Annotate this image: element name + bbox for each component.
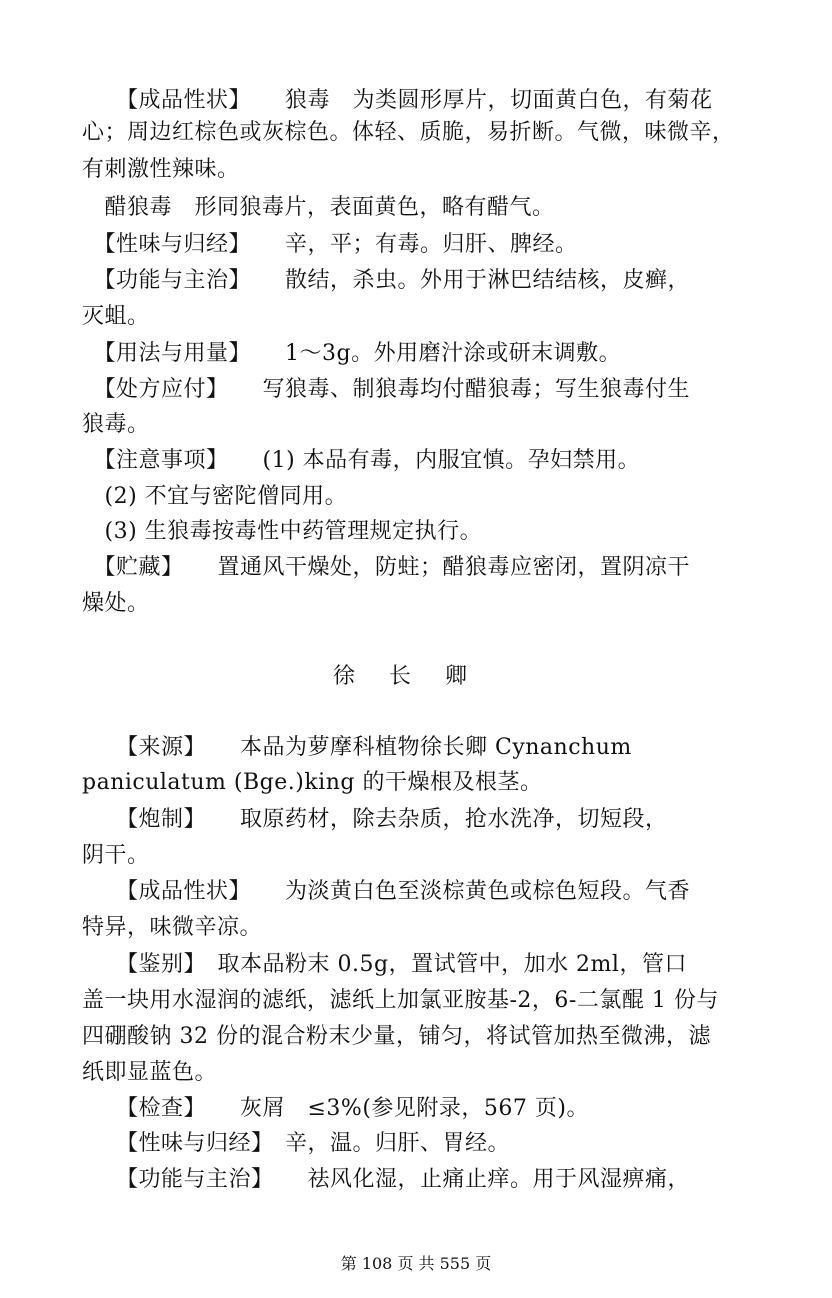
- text-line: 【成品性状】 为淡黄白色至淡棕黄色或棕色短段。气香: [82, 879, 691, 904]
- text-line: 【贮藏】 置通风干燥处，防蛀；醋狼毒应密闭，置阴凉干: [82, 555, 691, 580]
- text-line: 狼毒。: [82, 412, 150, 437]
- text-line: 【功能与主治】 祛风化湿，止痛止痒。用于风湿痹痛，: [82, 1167, 691, 1192]
- text-line: 【检查】 灰屑 ≤3%(参见附录，567 页)。: [82, 1096, 589, 1121]
- text-line: 盖一块用水湿润的滤纸，滤纸上加氯亚胺基-2，6-二氯醌 1 份与: [82, 988, 719, 1013]
- text-line: 灭蛆。: [82, 304, 150, 329]
- text-line: 四硼酸钠 32 份的混合粉末少量，铺匀，将试管加热至微沸，滤: [82, 1024, 711, 1049]
- text-line: 【成品性状】 狼毒 为类圆形厚片，切面黄白色，有菊花: [82, 88, 713, 113]
- text-line: 【功能与主治】 散结，杀虫。外用于淋巴结结核，皮癣，: [82, 268, 691, 293]
- text-line: 【炮制】 取原药材，除去杂质，抢水洗净，切短段，: [82, 807, 668, 832]
- text-line: 【性味与归经】 辛，温。归肝、胃经。: [82, 1131, 511, 1156]
- text-line: 【用法与用量】 1～3g。外用磨汁涂或研末调敷。: [82, 341, 622, 366]
- text-line: 【处方应付】 写狼毒、制狼毒均付醋狼毒；写生狼毒付生: [82, 377, 691, 402]
- text-line: (3) 生狼毒按毒性中药管理规定执行。: [82, 519, 483, 544]
- text-line: 有刺激性辣味。: [82, 157, 240, 182]
- text-line: paniculatum (Bge.)king 的干燥根及根茎。: [82, 770, 543, 795]
- text-line: 心；周边红棕色或灰棕色。体轻、质脆，易折断。气微，味微辛，: [82, 120, 735, 145]
- text-line: 燥处。: [82, 591, 150, 616]
- text-line: 【鉴别】 取本品粉末 0.5g，置试管中，加水 2ml，管口: [82, 952, 687, 977]
- text-line: 【性味与归经】 辛，平；有毒。归肝、脾经。: [82, 232, 578, 257]
- text-line: (2) 不宜与密陀僧同用。: [82, 484, 348, 509]
- text-line: 纸即显蓝色。: [82, 1060, 218, 1085]
- page-footer: 第 108 页 共 555 页: [340, 1254, 492, 1273]
- text-line: 特异，味微辛凉。: [82, 915, 263, 940]
- text-line: 醋狼毒 形同狼毒片，表面黄色，略有醋气。: [82, 195, 555, 220]
- text-line: 【来源】 本品为萝摩科植物徐长卿 Cynanchum: [82, 735, 632, 760]
- text-line: 【注意事项】 (1) 本品有毒，内服宜慎。孕妇禁用。: [82, 448, 641, 473]
- section-title: 徐长卿: [332, 664, 501, 689]
- text-line: 阴干。: [82, 843, 150, 868]
